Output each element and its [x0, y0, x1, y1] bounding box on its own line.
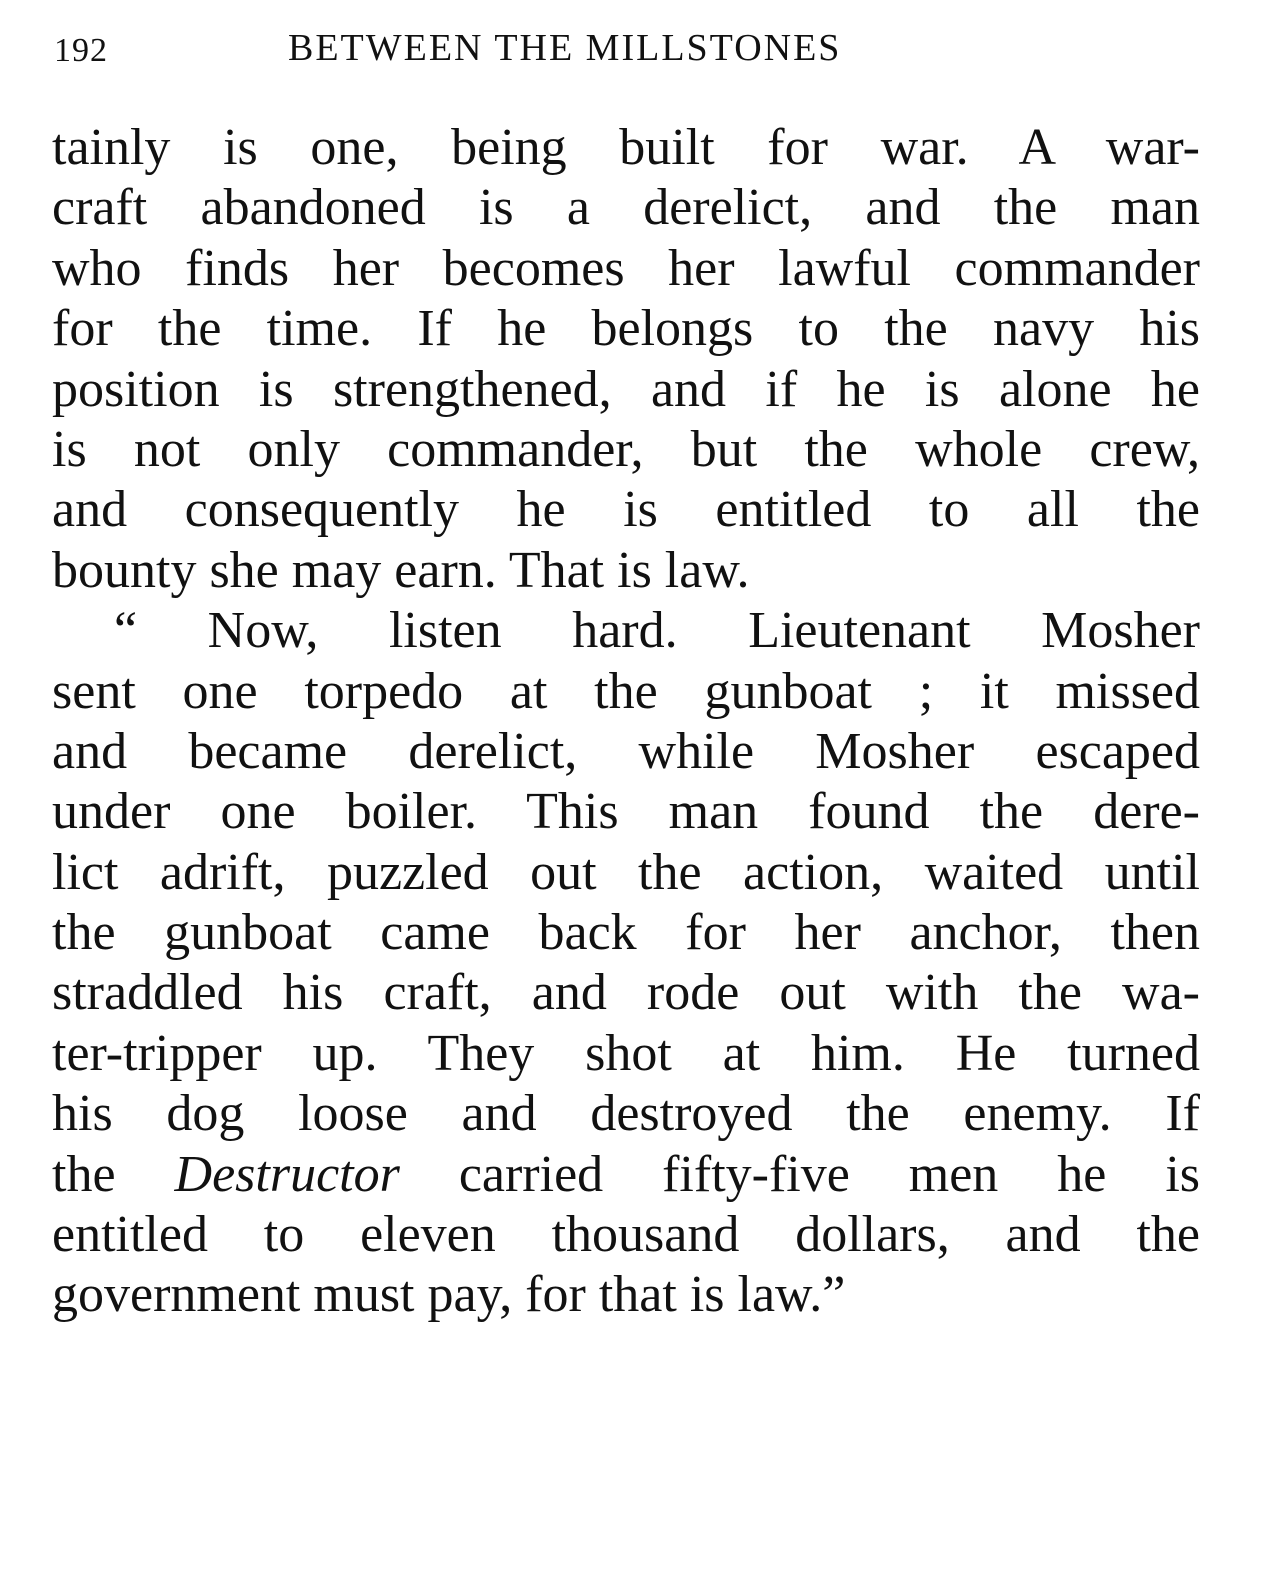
text-line: bounty she may earn. That is law. — [52, 541, 750, 599]
page-number: 192 — [54, 32, 108, 69]
text-line: under one boiler. This man found the dere- — [52, 783, 1200, 841]
text-fragment: the — [52, 1145, 116, 1203]
text-line: tainly is one, being built for war. A war- — [52, 119, 1200, 176]
text-line: entitled to eleven thousand dollars, and the — [52, 1206, 1200, 1264]
text-line: and became derelict, while Mosher escaped — [52, 722, 1200, 780]
text-line: government must pay, for that is law.” — [52, 1266, 846, 1324]
text-line: position is strengthened, and if he is alone he — [52, 360, 1200, 418]
body-text — [52, 118, 1200, 1326]
text-line: and consequently he is entitled to all the — [52, 481, 1200, 539]
text-line: ter-tripper up. They shot at him. He turned — [52, 1024, 1200, 1082]
text-line: “ Now, listen hard. Lieutenant Mosher — [114, 602, 1200, 660]
text-line: the gunboat came back for her anchor, then — [52, 904, 1200, 962]
text-fragment: carried fifty-five men he is — [458, 1145, 1200, 1203]
running-title: BETWEEN THE MILLSTONES — [288, 27, 842, 69]
text-line: his dog loose and destroyed the enemy. If — [52, 1085, 1200, 1143]
ship-name: Destructor — [174, 1145, 400, 1203]
text-line: lict adrift, puzzled out the action, waited until — [52, 843, 1200, 901]
text-line: who finds her becomes her lawful commander — [52, 239, 1200, 297]
page-header — [54, 26, 1204, 76]
text-line-with-italic — [52, 1145, 1200, 1205]
text-line: for the time. If he belongs to the navy his — [52, 300, 1200, 358]
text-line: sent one torpedo at the gunboat ; it missed — [52, 662, 1200, 720]
text-line: straddled his craft, and rode out with the wa- — [52, 964, 1200, 1022]
text-line: is not only commander, but the whole crew, — [52, 420, 1200, 478]
text-line: craft abandoned is a derelict, and the man — [52, 179, 1200, 237]
